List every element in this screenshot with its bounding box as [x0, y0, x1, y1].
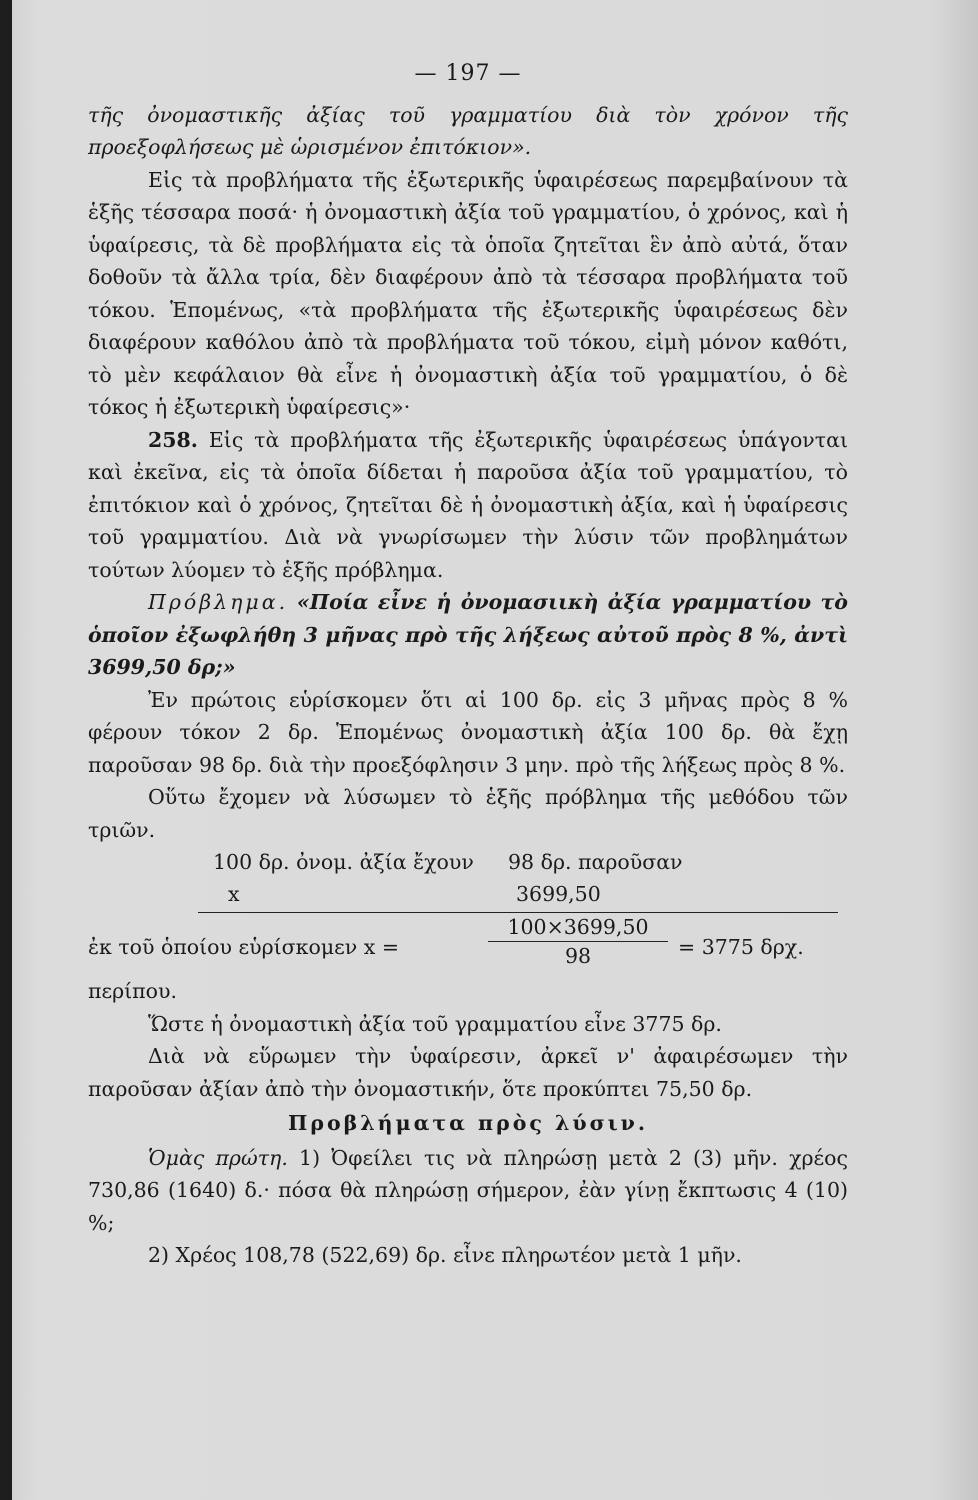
calc-left-2: x — [228, 882, 240, 906]
paragraph-continuation: τῆς ὀνομαστικῆς ἀξίας τοῦ γραμματίου διὰ τὸν χρόνον τῆς προεξοφλήσεως μὲ ὡρισμένον ἐπιτόκιον». — [88, 102, 848, 159]
problem-question: «Ποία εἶνε ἡ ὀνομασιικὴ ἀξία γραμματίου τὸ ὁποῖον ἐξωφλήθη 3 μῆνας πρὸ τῆς λήξεως αὐτοῦ πρὸς 8 %, ἀντὶ 3699,50 δρ;» — [88, 590, 848, 679]
fraction-numerator: 100×3699,50 — [488, 913, 668, 942]
book-gutter — [0, 0, 12, 1500]
calc-right-1: 98 δρ. παροῦσαν — [508, 850, 683, 874]
calc-row-2 — [88, 880, 848, 910]
section-heading: Προβλήματα πρὸς λύσιν. — [288, 1111, 648, 1135]
calc-left-1: 100 δρ. ὀνομ. ἀξία ἔχουν — [213, 850, 474, 874]
paragraph-rule-of-three: Οὕτω ἔχομεν νὰ λύσωμεν τὸ ἑξῆς πρόβλημα τῆς μεθόδου τῶν τριῶν. — [88, 785, 848, 842]
calc-row-1 — [88, 846, 848, 880]
paragraph-conclusion: Ὥστε ἡ ὀνομαστικὴ ἀξία τοῦ γραμματίου εἶνε 3775 δρ. — [148, 1011, 722, 1036]
fraction — [488, 913, 668, 970]
paragraph-258: 258. Εἰς τὰ προβλήματα τῆς ἐξωτερικῆς ὑφαιρέσεως ὑπάγονται καὶ ἐκεῖνα, εἰς τὰ ὁποῖα δίδεται ἡ παροῦσα ἀξία τοῦ γραμματίου, τὸ ἐπιτόκιον καὶ ὁ χρόνος, ζητεῖται δὲ ἡ ὀνομαστικὴ ἀξία, καὶ ἡ ὑφαίρεσις τοῦ γραμματίου. Διὰ νὰ γνωρίσωμεν τὴν λύσιν τῶν προβλημάτων τούτων λύομεν τὸ ἑξῆς πρόβλημα. — [88, 427, 848, 582]
problem-statement — [88, 586, 848, 684]
paragraph-discount: Διὰ νὰ εὕρωμεν τὴν ὑφαίρεσιν, ἀρκεῖ ν' ἀφαιρέσωμεν τὴν παροῦσαν ἀξίαν ἀπὸ τὴν ὀνομαστικήν, ὅτε προκύπτει 75,50 δρ. — [88, 1044, 848, 1101]
calc-right-2: 3699,50 — [516, 882, 601, 906]
paragraph-solution-first: Ἐν πρώτοις εὑρίσκομεν ὅτι αἱ 100 δρ. εἰς 3 μῆνας πρὸς 8 % φέρουν τόκον 2 δρ. Ἑπομένως ὀνομαστικὴ ἀξία 100 δρ. θὰ ἔχῃ παροῦσαν 98 δρ. διὰ τὴν προεξόφλησιν 3 μην. πρὸ τῆς λήξεως πρὸς 8 %. — [88, 687, 848, 777]
page-content — [88, 58, 848, 1272]
result-row — [88, 913, 848, 975]
result-continuation: περίπου. — [88, 979, 177, 1003]
fraction-denominator: 98 — [564, 944, 592, 968]
exercise-1: Ὁμὰς πρώτη. 1) Ὀφείλει τις νὰ πληρώσῃ μετὰ 2 (3) μῆν. χρέος 730,86 (1640) δ.· πόσα θὰ πληρώσῃ σήμερον, ἐὰν γίνῃ ἔκπτωσις 4 (10) %; — [88, 1145, 848, 1235]
problem-label: Πρόβλημα. — [148, 590, 289, 614]
result-rhs: = 3775 δρχ. — [678, 935, 804, 959]
result-lhs: ἐκ τοῦ ὁποίου εὑρίσκομεν x = — [88, 935, 400, 959]
exercise-2: 2) Χρέος 108,78 (522,69) δρ. εἶνε πληρωτέον μετὰ 1 μῆν. — [148, 1243, 742, 1267]
section-number: 258. — [148, 427, 198, 452]
paragraph-external-discount: Εἰς τὰ προβλήματα τῆς ἐξωτερικῆς ὑφαιρέσεως παρεμβαίνουν τὰ ἑξῆς τέσσαρα ποσά· ἡ ὀνομαστικὴ ἀξία τοῦ γραμματίου, ὁ χρόνος, καὶ ἡ ὑφαίρεσις, τὰ δὲ προβλήματα εἰς τὰ ὁποῖα ζητεῖται ἓν ἀπὸ αὐτά, ὅταν δοθοῦν τὰ ἄλλα τρία, δὲν διαφέρουν ἀπὸ τὰ τέσσαρα προβλήματα τοῦ τόκου. Ἑπομένως, «τὰ προβλήματα τῆς ἐξωτερικῆς ὑφαιρέσεως δὲν διαφέρουν καθόλου ἀπὸ τὰ προβλήματα τοῦ τόκου, εἰμὴ μόνον καθότι, τὸ μὲν κεφάλαιον θὰ εἶνε ἡ ὀνομαστικὴ ἀξία τοῦ γραμματίου, ὁ δὲ τόκος ἡ ἐξωτερικὴ ὑφαίρεσις»· — [88, 167, 848, 419]
page-number: — 197 — — [414, 61, 522, 86]
exercise-group-label: Ὁμὰς πρώτη. — [148, 1145, 288, 1170]
